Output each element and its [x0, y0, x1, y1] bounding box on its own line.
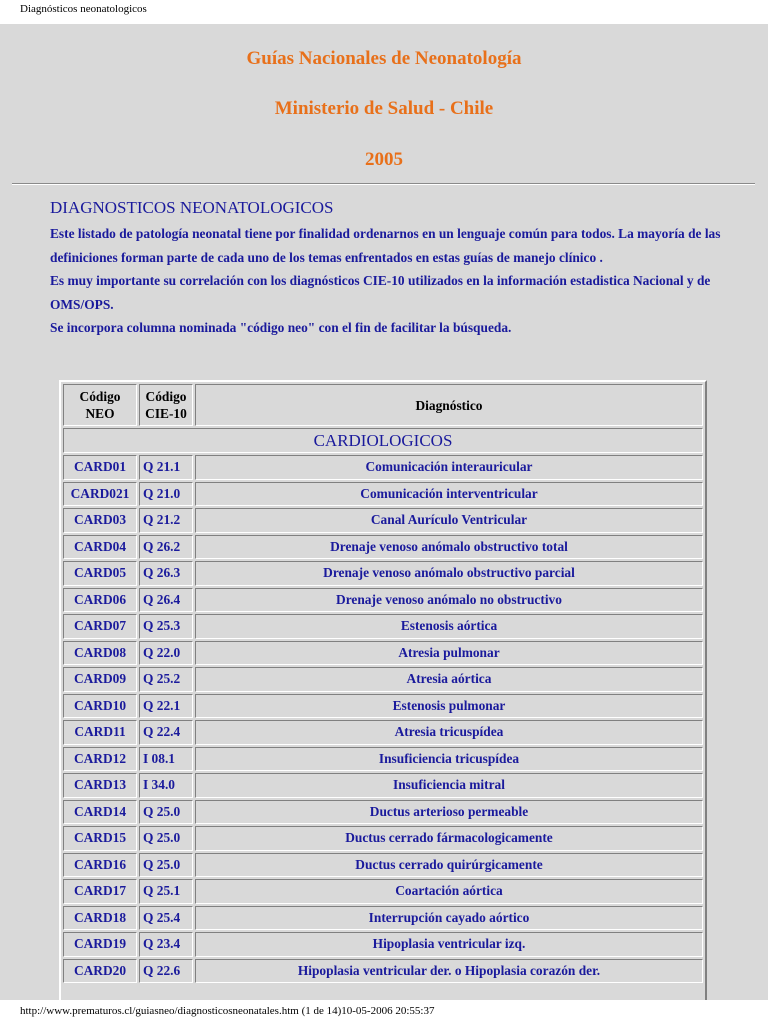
code-neo-cell: CARD07 — [63, 614, 137, 639]
diagnosis-cell: Coartación aórtica — [195, 879, 703, 904]
header-code-neo: Código NEO — [63, 384, 137, 426]
diagnosis-cell: Drenaje venoso anómalo obstructivo parcial — [195, 561, 703, 586]
code-cie-cell: Q 25.0 — [139, 853, 193, 878]
guide-title: Guías Nacionales de Neonatología — [246, 48, 522, 69]
intro-paragraph-2: Es muy importante su correlación con los diagnósticos CIE-10 utilizados en la información estadistica Nacional y de OMS/OPS. — [50, 273, 711, 312]
table-row — [63, 773, 703, 798]
intro-text — [50, 222, 730, 340]
code-cie-cell: Q 21.1 — [139, 455, 193, 480]
diagnosis-cell: Interrupción cayado aórtico — [195, 906, 703, 931]
diagnosis-cell: Drenaje venoso anómalo obstructivo total — [195, 535, 703, 560]
code-cie-cell: Q 22.6 — [139, 959, 193, 984]
table-row — [63, 879, 703, 904]
diagnosis-cell: Atresia aórtica — [195, 667, 703, 692]
table-row — [63, 508, 703, 533]
code-neo-cell: CARD11 — [63, 720, 137, 745]
category-cardiologicos: CARDIOLOGICOS — [63, 428, 703, 453]
table-row — [63, 959, 703, 984]
code-cie-cell: Q 23.4 — [139, 932, 193, 957]
category-row — [63, 428, 703, 453]
table-row — [63, 455, 703, 480]
table-row — [63, 694, 703, 719]
code-cie-cell: Q 25.3 — [139, 614, 193, 639]
intro-paragraph-1: Este listado de patología neonatal tiene por finalidad ordenarnos en un lenguaje común para todos. La mayoría de las definiciones forman parte de cada uno de los temas enfrentados en estas guías de manejo clínico . — [50, 226, 721, 265]
code-neo-cell: CARD01 — [63, 455, 137, 480]
table-row — [63, 667, 703, 692]
code-neo-cell: CARD19 — [63, 932, 137, 957]
code-neo-cell: CARD14 — [63, 800, 137, 825]
diagnosis-cell: Atresia pulmonar — [195, 641, 703, 666]
table-row — [63, 641, 703, 666]
code-cie-cell: Q 26.4 — [139, 588, 193, 613]
code-neo-cell: CARD18 — [63, 906, 137, 931]
table-row — [63, 906, 703, 931]
header-code-cie: Código CIE-10 — [139, 384, 193, 426]
diagnosis-cell: Insuficiencia tricuspídea — [195, 747, 703, 772]
table-row — [63, 482, 703, 507]
code-cie-cell: Q 26.2 — [139, 535, 193, 560]
table-row — [63, 747, 703, 772]
horizontal-rule — [12, 183, 755, 185]
diagnosis-cell: Atresia tricuspídea — [195, 720, 703, 745]
diagnosis-cell: Canal Aurículo Ventricular — [195, 508, 703, 533]
diagnosis-cell: Ductus arterioso permeable — [195, 800, 703, 825]
code-neo-cell: CARD09 — [63, 667, 137, 692]
diagnosis-cell: Ductus cerrado quirúrgicamente — [195, 853, 703, 878]
table-row — [63, 561, 703, 586]
diagnosis-cell: Drenaje venoso anómalo no obstructivo — [195, 588, 703, 613]
diagnosis-cell: Comunicación interauricular — [195, 455, 703, 480]
code-cie-cell: Q 25.4 — [139, 906, 193, 931]
code-neo-cell: CARD04 — [63, 535, 137, 560]
print-footer-url: http://www.prematuros.cl/guiasneo/diagnosticosneonatales.htm (1 de 14)10-05-2006 20:55:37 — [20, 1005, 435, 1017]
code-neo-cell: CARD10 — [63, 694, 137, 719]
code-cie-cell: Q 26.3 — [139, 561, 193, 586]
code-cie-cell: Q 25.1 — [139, 879, 193, 904]
code-neo-cell: CARD021 — [63, 482, 137, 507]
code-cie-cell: Q 22.0 — [139, 641, 193, 666]
diagnosis-cell: Insuficiencia mitral — [195, 773, 703, 798]
code-neo-cell: CARD16 — [63, 853, 137, 878]
diagnosis-table — [61, 382, 705, 985]
table-row — [63, 826, 703, 851]
code-neo-cell: CARD20 — [63, 959, 137, 984]
code-neo-cell: CARD05 — [63, 561, 137, 586]
diagnosis-cell: Hipoplasia ventricular der. o Hipoplasia corazón der. — [195, 959, 703, 984]
code-neo-cell: CARD12 — [63, 747, 137, 772]
table-row — [63, 614, 703, 639]
print-header-title: Diagnósticos neonatologicos — [20, 3, 147, 15]
code-neo-cell: CARD17 — [63, 879, 137, 904]
page-body — [0, 24, 768, 1000]
code-neo-cell: CARD08 — [63, 641, 137, 666]
table-row — [63, 800, 703, 825]
code-neo-cell: CARD03 — [63, 508, 137, 533]
section-title: DIAGNOSTICOS NEONATOLOGICOS — [50, 198, 334, 217]
table-row — [63, 535, 703, 560]
code-neo-cell: CARD13 — [63, 773, 137, 798]
code-cie-cell: Q 25.0 — [139, 826, 193, 851]
code-neo-cell: CARD15 — [63, 826, 137, 851]
code-cie-cell: Q 25.0 — [139, 800, 193, 825]
diagnosis-cell: Ductus cerrado fármacologicamente — [195, 826, 703, 851]
header-diagnosis: Diagnóstico — [195, 384, 703, 426]
table-row — [63, 853, 703, 878]
code-cie-cell: Q 22.1 — [139, 694, 193, 719]
diagnosis-cell: Hipoplasia ventricular izq. — [195, 932, 703, 957]
code-cie-cell: Q 25.2 — [139, 667, 193, 692]
intro-paragraph-3: Se incorpora columna nominada "código neo" con el fin de facilitar la búsqueda. — [50, 320, 512, 335]
code-cie-cell: I 08.1 — [139, 747, 193, 772]
year-title: 2005 — [365, 149, 403, 170]
diagnosis-cell: Estenosis aórtica — [195, 614, 703, 639]
code-neo-cell: CARD06 — [63, 588, 137, 613]
table-row — [63, 588, 703, 613]
table-header-row — [63, 384, 703, 426]
diagnosis-cell: Comunicación interventricular — [195, 482, 703, 507]
table-row — [63, 720, 703, 745]
code-cie-cell: Q 21.2 — [139, 508, 193, 533]
code-cie-cell: Q 22.4 — [139, 720, 193, 745]
code-cie-cell: I 34.0 — [139, 773, 193, 798]
diagnosis-cell: Estenosis pulmonar — [195, 694, 703, 719]
ministry-title: Ministerio de Salud - Chile — [274, 98, 494, 119]
diagnosis-table-container — [59, 380, 707, 1000]
table-row — [63, 932, 703, 957]
code-cie-cell: Q 21.0 — [139, 482, 193, 507]
